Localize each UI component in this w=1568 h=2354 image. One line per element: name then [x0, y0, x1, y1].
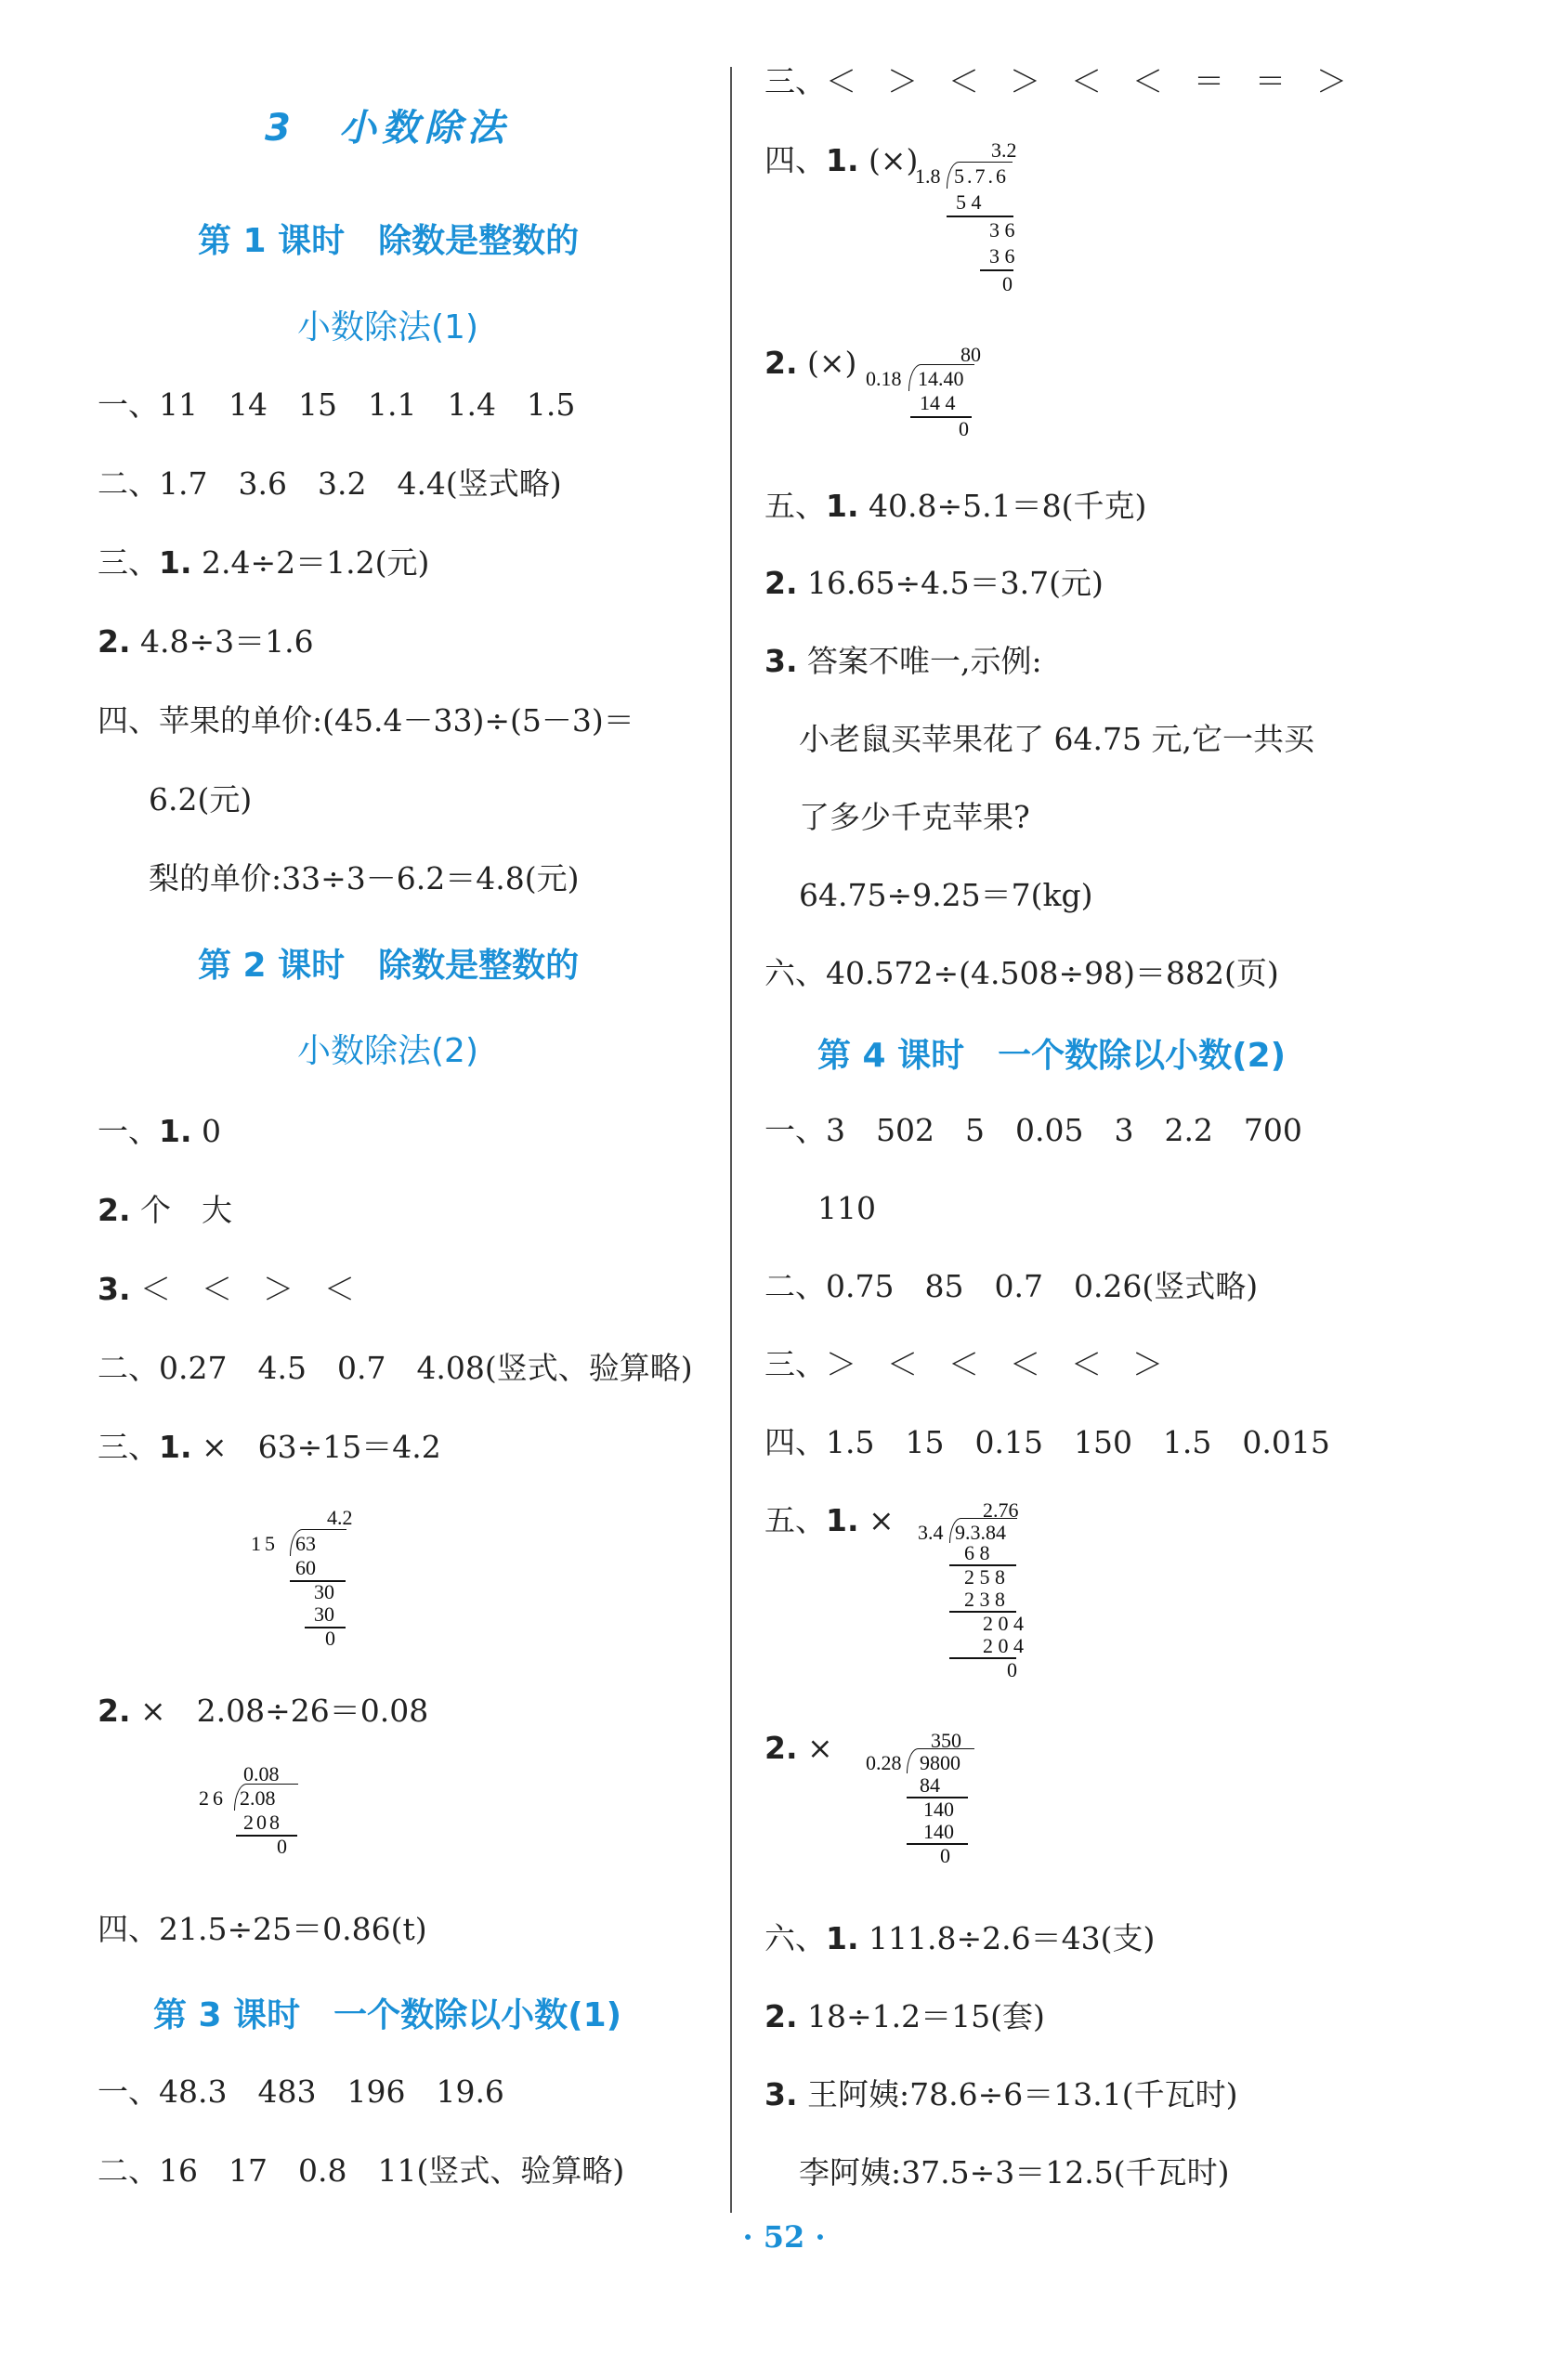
answer-line: 一、3 502 5 0.05 3 2.2 700: [764, 1112, 1302, 1148]
answer-line: 五、1. ×: [764, 1502, 895, 1538]
answer-line: 3. 王阿姨:78.6÷6＝13.1(千瓦时): [764, 2076, 1238, 2112]
answer-line: 二、1.7 3.6 3.2 4.4(竖式略): [98, 465, 562, 502]
answer-line: 一、1. 0: [98, 1113, 221, 1149]
answer-line: 三、＞ ＜ ＜ ＜ ＜ ＞: [764, 1346, 1163, 1382]
answer-line: 2. ×: [764, 1730, 833, 1766]
answer-line: 64.75÷9.25＝7(kg): [799, 877, 1093, 913]
answer-line: 6.2(元): [149, 781, 253, 817]
answer-line: 二、0.75 85 0.7 0.26(竖式略): [764, 1268, 1259, 1304]
answer-line: 五、1. 40.8÷5.1＝8(千克): [764, 488, 1147, 524]
answer-line: 3. ＜ ＜ ＞ ＜: [98, 1271, 355, 1307]
answer-line: 二、16 17 0.8 11(竖式、验算略): [98, 2152, 625, 2189]
page-number: · 52 ·: [742, 2219, 826, 2255]
column-divider: [730, 67, 732, 2213]
answer-line: 四、1.5 15 0.15 150 1.5 0.015: [764, 1424, 1330, 1460]
lesson-4-heading: 第 4 课时 一个数除以小数(2): [817, 1037, 1287, 1075]
long-division-5.76-by-1.8: 3.2 1.8 5.7.6 5 4 3 6 3 6 0: [915, 138, 1017, 295]
answer-line: 2. (×): [764, 345, 857, 381]
answer-line: 四、21.5÷25＝0.86(t): [98, 1911, 427, 1947]
answer-line: 二、0.27 4.5 0.7 4.08(竖式、验算略): [98, 1350, 693, 1386]
answer-line: 了多少千克苹果?: [799, 799, 1030, 835]
answer-line: 李阿姨:37.5÷3＝12.5(千瓦时): [799, 2154, 1230, 2191]
answer-line: 六、1. 111.8÷2.6＝43(支): [764, 1920, 1156, 1956]
long-division-9.384-by-3.4: 2.76 3.4 9.3.84 6 8 2 5 8 2 3 8 2 0 4 2 0 4 0: [918, 1498, 1024, 1681]
answer-line: 四、1. (×): [764, 142, 919, 178]
lesson-1-heading-line2: 小数除法(1): [297, 308, 478, 347]
answer-line: 一、11 14 15 1.1 1.4 1.5: [98, 386, 576, 423]
answer-line: 梨的单价:33÷3－6.2＝4.8(元): [149, 860, 580, 896]
answer-line: 三、＜ ＞ ＜ ＞ ＜ ＜ ＝ ＝ ＞: [764, 63, 1347, 99]
answer-line: 四、苹果的单价:(45.4－33)÷(5－3)＝: [98, 702, 634, 739]
answer-line: 3. 答案不唯一,示例:: [764, 643, 1042, 679]
answer-line: 2. 16.65÷4.5＝3.7(元): [764, 565, 1104, 601]
answer-line: 一、48.3 483 196 19.6: [98, 2073, 504, 2110]
answer-line: 2. 4.8÷3＝1.6: [98, 623, 314, 660]
answer-line: 三、1. 2.4÷2＝1.2(元): [98, 544, 430, 581]
lesson-2-heading-line1: 第 2 课时 除数是整数的: [198, 947, 580, 985]
chapter-title: 3 小数除法: [265, 107, 510, 150]
lesson-3-heading: 第 3 课时 一个数除以小数(1): [153, 1996, 622, 2034]
long-division-98-by-0.28: 350 0.28 9800 84 140 140 0: [866, 1730, 987, 1878]
long-division-14.4-by-0.18: 80 0.18 14.40 14 4 0: [866, 343, 981, 440]
answer-line: 2. 18÷1.2＝15(套): [764, 1998, 1045, 2034]
answer-line: 三、1. × 63÷15＝4.2: [98, 1429, 441, 1465]
lesson-2-heading-line2: 小数除法(2): [297, 1032, 478, 1070]
long-division-2.08-by-26: 0.08 26 2.08 208 0: [195, 1763, 307, 1870]
answer-line: 六、40.572÷(4.508÷98)＝882(页): [764, 955, 1279, 991]
answer-line: 110: [817, 1190, 876, 1226]
answer-line: 小老鼠买苹果花了 64.75 元,它一共买: [799, 721, 1314, 757]
lesson-1-heading-line1: 第 1 课时 除数是整数的: [198, 222, 580, 260]
answer-line: 2. × 2.08÷26＝0.08: [98, 1693, 429, 1729]
answer-line: 2. 个 大: [98, 1192, 232, 1228]
long-division-63-by-15: 4.2 15 63 60 30 30 0: [251, 1506, 353, 1650]
